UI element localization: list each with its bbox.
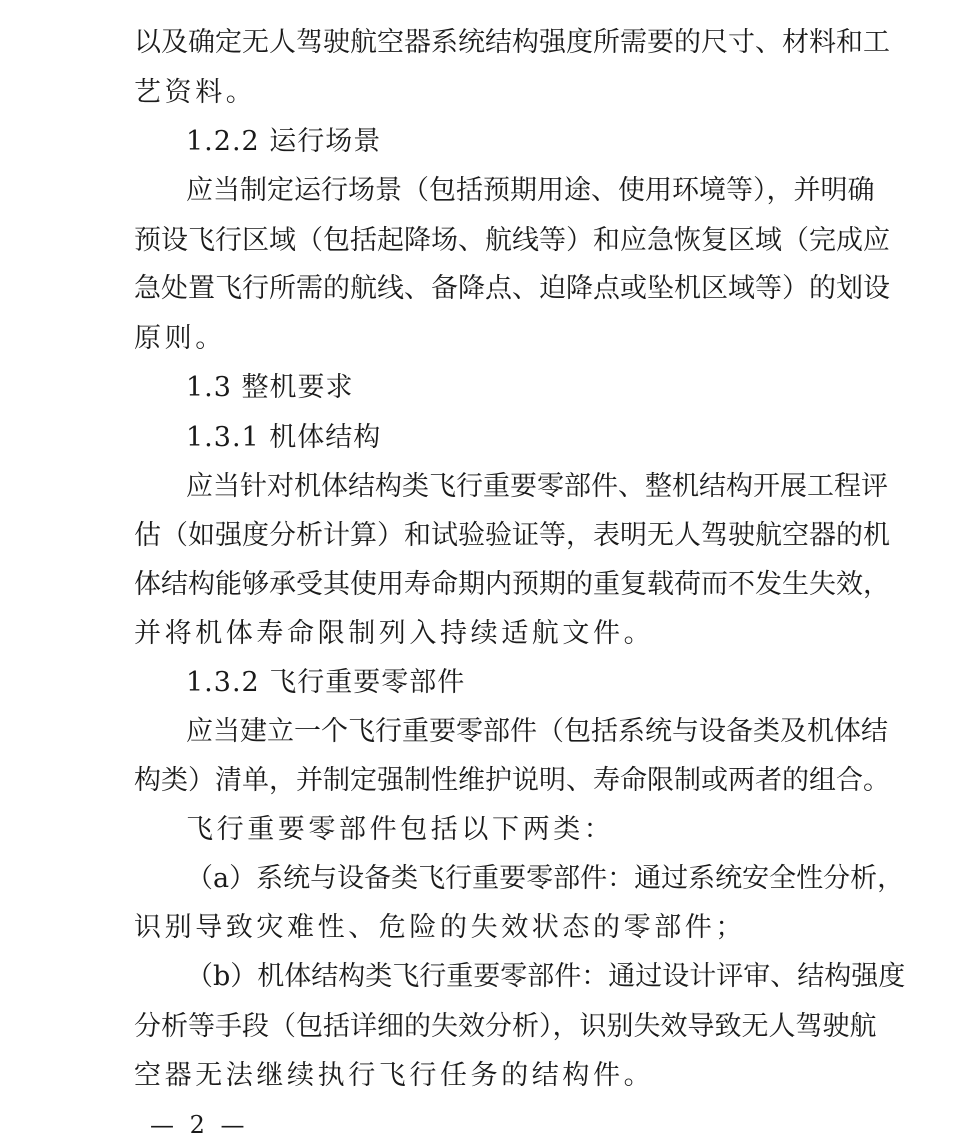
body-line: 原则。 [134, 323, 226, 354]
body-line: 艺资料。 [134, 77, 257, 108]
section-heading-1-3-1: 1.3.1 机体结构 [186, 422, 382, 453]
body-line: 应当制定运行场景（包括预期用途、使用环境等），并明确 [186, 175, 875, 206]
page-number: — 2 — [150, 1111, 249, 1139]
body-line: 识别导致灾难性、危险的失效状态的零部件； [134, 912, 746, 943]
body-line: 应当针对机体结构类飞行重要零部件、整机结构开展工程评 [186, 471, 888, 502]
body-line: 并将机体寿命限制列入持续适航文件。 [134, 618, 655, 649]
section-heading-1-3-2: 1.3.2 飞行重要零部件 [186, 667, 466, 698]
body-line: 构类）清单，并制定强制性维护说明、寿命限制或两者的组合。 [134, 765, 890, 796]
body-line: 空器无法继续执行飞行任务的结构件。 [134, 1060, 655, 1091]
section-heading-1-2-2: 1.2.2 运行场景 [186, 126, 382, 157]
list-item-b: （b）机体结构类飞行重要零部件：通过设计评审、结构强度 [186, 961, 906, 992]
body-line: 飞行重要零部件包括以下两类： [186, 814, 615, 845]
body-line: 预设飞行区域（包括起降场、航线等）和应急恢复区域（完成应 [134, 225, 890, 256]
body-line: 估（如强度分析计算）和试验验证等，表明无人驾驶航空器的机 [134, 520, 890, 551]
list-item-a: （a）系统与设备类飞行重要零部件：通过系统安全性分析， [186, 863, 905, 894]
body-line: 应当建立一个飞行重要零部件（包括系统与设备类及机体结 [186, 716, 888, 747]
body-line: 体结构能够承受其使用寿命期内预期的重复载荷而不发生失效， [134, 569, 890, 600]
body-line: 以及确定无人驾驶航空器系统结构强度所需要的尺寸、材料和工 [134, 27, 890, 58]
body-line: 急处置飞行所需的航线、备降点、迫降点或坠机区域等）的划设 [134, 273, 890, 304]
section-heading-1-3: 1.3 整机要求 [186, 372, 354, 403]
body-line: 分析等手段（包括详细的失效分析），识别失效导致无人驾驶航 [134, 1011, 877, 1042]
